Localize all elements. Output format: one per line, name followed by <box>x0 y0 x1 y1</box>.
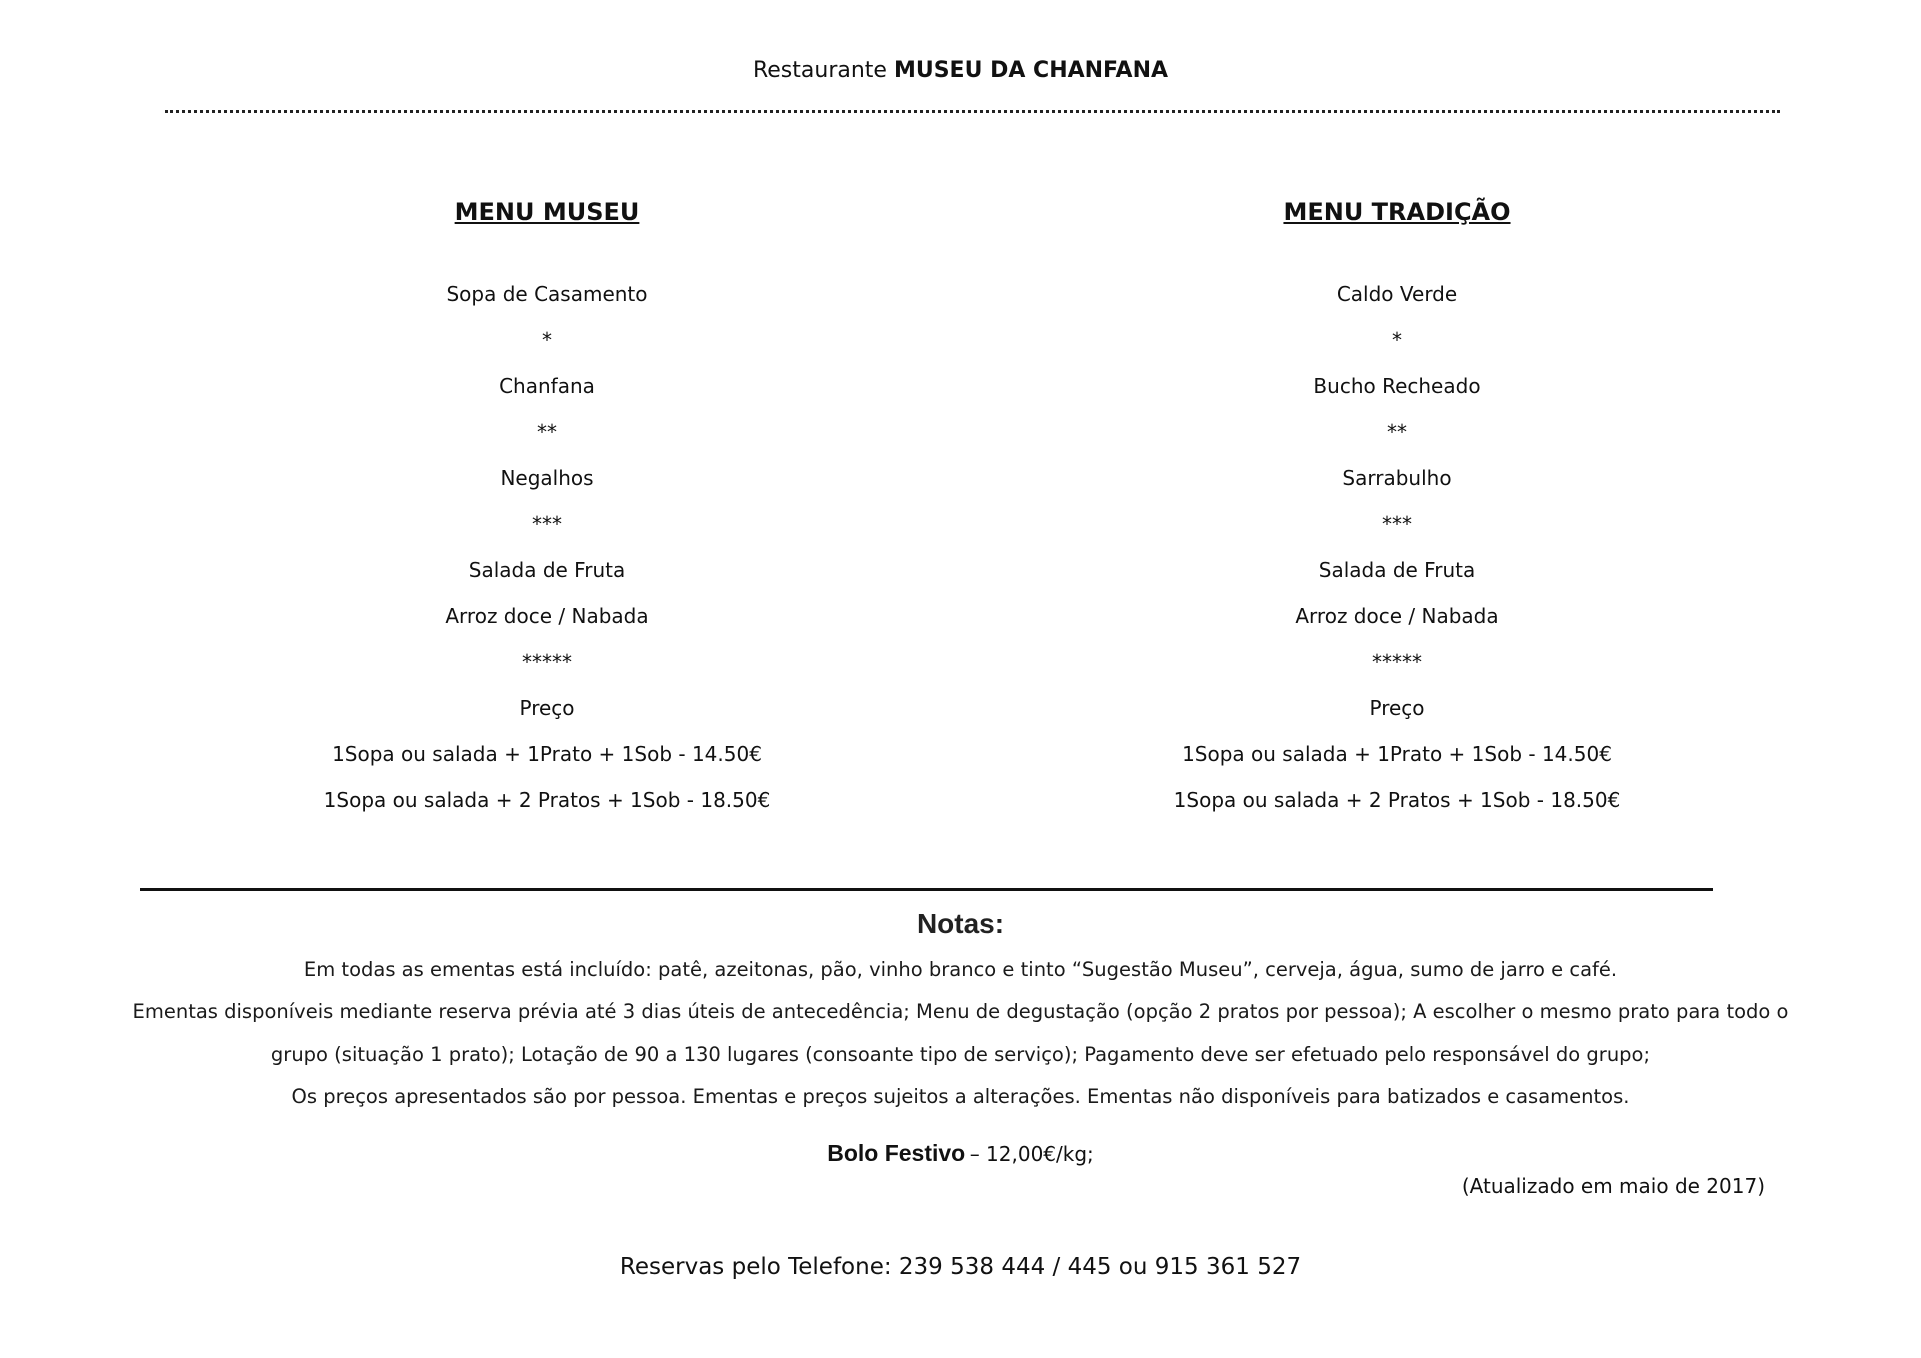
menu-items <box>1097 271 1697 823</box>
updated-note: (Atualizado em maio de 2017) <box>1461 1174 1765 1198</box>
price-option: 1Sopa ou salada + 1Prato + 1Sob - 14.50€ <box>332 742 762 766</box>
notes-title: Notas: <box>916 908 1005 939</box>
menu-item: Arroz doce / Nabada <box>445 604 649 628</box>
header-prefix: Restaurante <box>752 58 887 83</box>
page-header <box>0 58 1921 83</box>
price-option: 1Sopa ou salada + 1Prato + 1Sob - 14.50€ <box>1182 742 1612 766</box>
notes-line: Os preços apresentados são por pessoa. Ementas e preços sujeitos a alterações. Ementas não disponíveis para batizados e casamentos. <box>291 1085 1630 1108</box>
menu-item: Caldo Verde <box>1336 282 1458 306</box>
cake-line <box>0 1140 1921 1167</box>
reservations-phone: Reservas pelo Telefone: 239 538 444 / 445 ou 915 361 527 <box>619 1254 1302 1280</box>
menu-separator: ** <box>1387 420 1407 444</box>
menu-separator: * <box>542 328 552 352</box>
menu-separator: *** <box>532 512 562 536</box>
menu-title: MENU MUSEU <box>454 198 640 226</box>
restaurant-name: MUSEU DA CHANFANA <box>893 58 1169 83</box>
menu-item: Salada de Fruta <box>468 558 626 582</box>
menu-items <box>247 271 847 823</box>
menu-separator: ***** <box>522 650 572 674</box>
menu-title: MENU TRADIÇÃO <box>1283 198 1511 226</box>
section-divider <box>140 888 1713 891</box>
menu-item: Arroz doce / Nabada <box>1295 604 1499 628</box>
menu-item: Chanfana <box>499 374 595 398</box>
menu-item: Sopa de Casamento <box>446 282 648 306</box>
menu-separator: *** <box>1382 512 1412 536</box>
menu-tradicao <box>1097 195 1697 823</box>
menu-separator: ** <box>537 420 557 444</box>
menu-item: Salada de Fruta <box>1318 558 1476 582</box>
price-option: 1Sopa ou salada + 2 Pratos + 1Sob - 18.50€ <box>1173 788 1621 812</box>
notes-line: Ementas disponíveis mediante reserva prévia até 3 dias úteis de antecedência; Menu de degustação (opção 2 pratos por pessoa); A escolher o mesmo prato para todo o <box>132 1000 1789 1023</box>
price-heading: Preço <box>1369 696 1425 720</box>
menu-separator: * <box>1392 328 1402 352</box>
price-heading: Preço <box>519 696 575 720</box>
notes-line: Em todas as ementas está incluído: patê, azeitonas, pão, vinho branco e tinto “Sugestão Museu”, cerveja, água, sumo de jarro e café. <box>303 958 1618 981</box>
price-option: 1Sopa ou salada + 2 Pratos + 1Sob - 18.50€ <box>323 788 771 812</box>
menu-separator: ***** <box>1372 650 1422 674</box>
dotted-divider <box>165 110 1780 113</box>
menu-item: Bucho Recheado <box>1313 374 1481 398</box>
cake-price: – 12,00€/kg; <box>969 1142 1094 1166</box>
menu-item: Sarrabulho <box>1342 466 1452 490</box>
menu-item: Negalhos <box>500 466 594 490</box>
cake-label: Bolo Festivo <box>827 1140 966 1166</box>
menu-museu <box>247 195 847 823</box>
notes-line: grupo (situação 1 prato); Lotação de 90 a 130 lugares (consoante tipo de serviço); Pagamento deve ser efetuado pelo responsável do grupo; <box>270 1043 1651 1066</box>
